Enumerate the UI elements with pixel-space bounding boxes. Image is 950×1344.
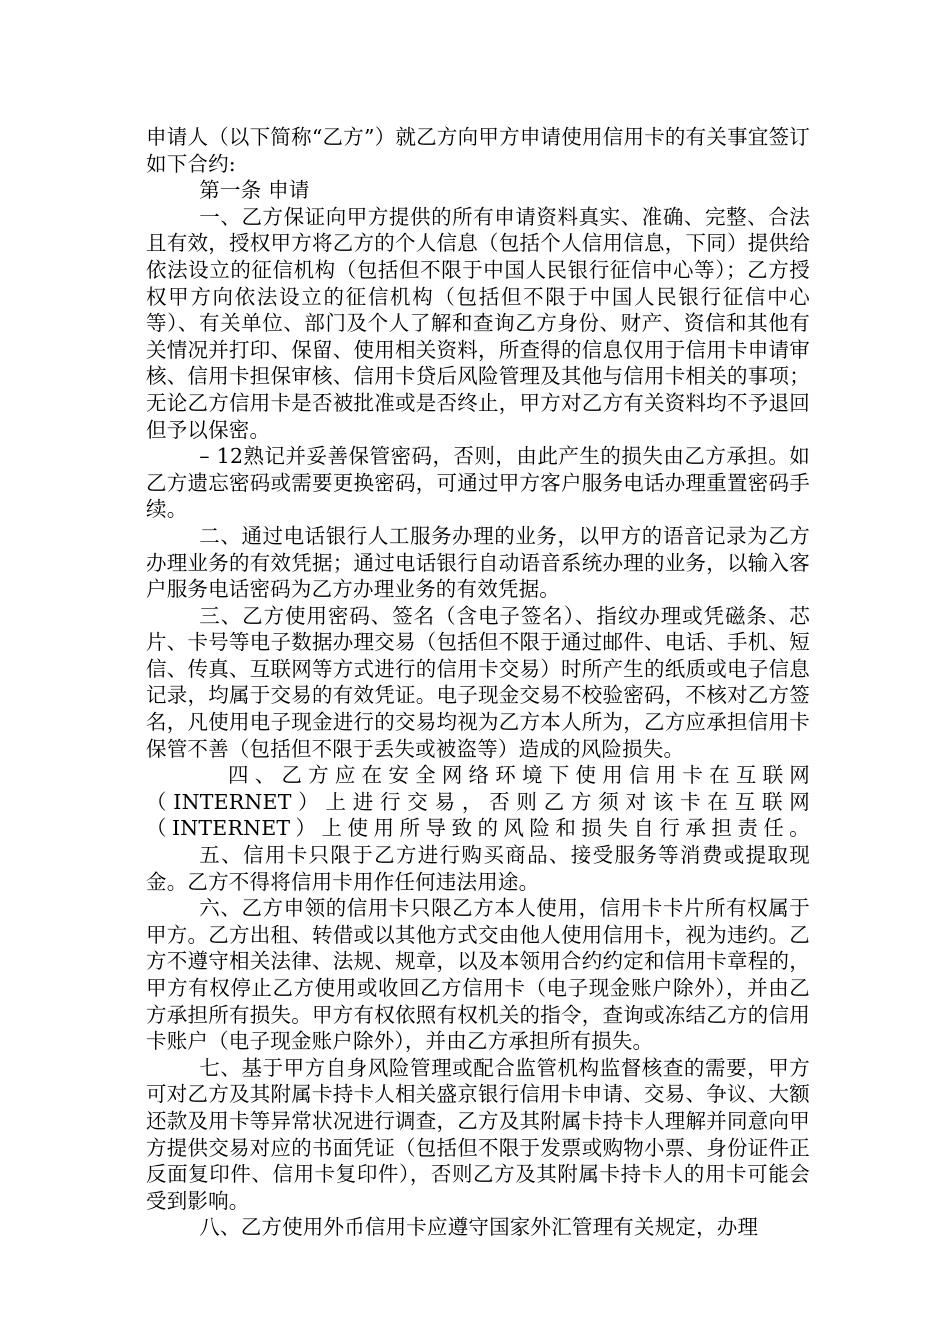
intro-paragraph: 申请人（以下简称“乙方”）就乙方向甲方申请使用信用卡的有关事宜签订如下合约:	[146, 125, 810, 176]
clause-5: 五、信用卡只限于乙方进行购买商品、接受服务等消费或提取现金。乙方不得将信用卡用作任何违法用途。	[146, 843, 810, 894]
clause-4: 四、乙方应在安全网络环境下使用信用卡在互联网（INTERNET）上进行交易，否则乙方须对该卡在互联网（INTERNET）上使用所导致的风险和损失自行承担责任。	[146, 763, 810, 841]
clause-8: 八、乙方使用外币信用卡应遵守国家外汇管理有关规定，办理	[199, 1215, 759, 1240]
clause-3: 三、乙方使用密码、签名（含电子签名）、指纹办理或凭磁条、芯片、卡号等电子数据办理交易（包括但不限于通过邮件、电话、手机、短信、传真、互联网等方式进行的信用卡交易）时所产生的纸质或电子信息记录，均属于交易的有效凭证。电子现金交易不校验密码，不核对乙方签名，凡使用电子现金进行的交易均视为乙方本人所为，乙方应承担信用卡保管不善（包括但不限于丢失或被盗等）造成的风险损失。	[146, 603, 810, 761]
clause-1: 一、乙方保证向甲方提供的所有申请资料真实、准确、完整、合法且有效，授权甲方将乙方的个人信息（包括个人信用信息，下同）提供给依法设立的征信机构（包括但不限于中国人民银行征信中心等）；乙方授权甲方向依法设立的征信机构（包括但不限于中国人民银行征信中心等）、有关单位、部门及个人了解和查询乙方身份、财产、资信和其他有关情况并打印、保留、使用相关资料，所查得的信息仅用于信用卡申请审核、信用卡担保审核、信用卡贷后风险管理及其他与信用卡相关的事项；无论乙方信用卡是否被批准或是否终止，甲方对乙方有关资料均不予退回但予以保密。	[146, 204, 810, 442]
article-title: 第一条 申请	[199, 178, 310, 203]
clause-7: 七、基于甲方自身风险管理或配合监管机构监督核查的需要，甲方可对乙方及其附属卡持卡人相关盛京银行信用卡申请、交易、争议、大额还款及用卡等异常状况进行调查，乙方及其附属卡持卡人理解并同意向甲方提供交易对应的书面凭证（包括但不限于发票或购物小票、身份证件正反面复印件、信用卡复印件），否则乙方及其附属卡持卡人的用卡可能会受到影响。	[146, 1055, 810, 1213]
clause-pin: – 12熟记并妥善保管密码，否则，由此产生的损失由乙方承担。如乙方遗忘密码或需要更换密码，可通过甲方客户服务电话办理重置密码手续。	[146, 444, 810, 522]
clause-2: 二、通过电话银行人工服务办理的业务，以甲方的语音记录为乙方办理业务的有效凭据；通过电话银行自动语音系统办理的业务，以输入客户服务电话密码为乙方办理业务的有效凭据。	[146, 523, 810, 602]
clause-6: 六、乙方申领的信用卡只限乙方本人使用，信用卡卡片所有权属于甲方。乙方出租、转借或以其他方式交由他人使用信用卡，视为违约。乙方不遵守相关法律、法规、规章，以及本领用合约约定和信用卡章程的，甲方有权停止乙方使用或收回乙方信用卡（电子现金账户除外），并由乙方承担所有损失。甲方有权依照有权机关的指令，查询或冻结乙方的信用卡账户（电子现金账户除外），并由乙方承担所有损失。	[146, 896, 810, 1054]
document-body	[146, 124, 810, 1241]
